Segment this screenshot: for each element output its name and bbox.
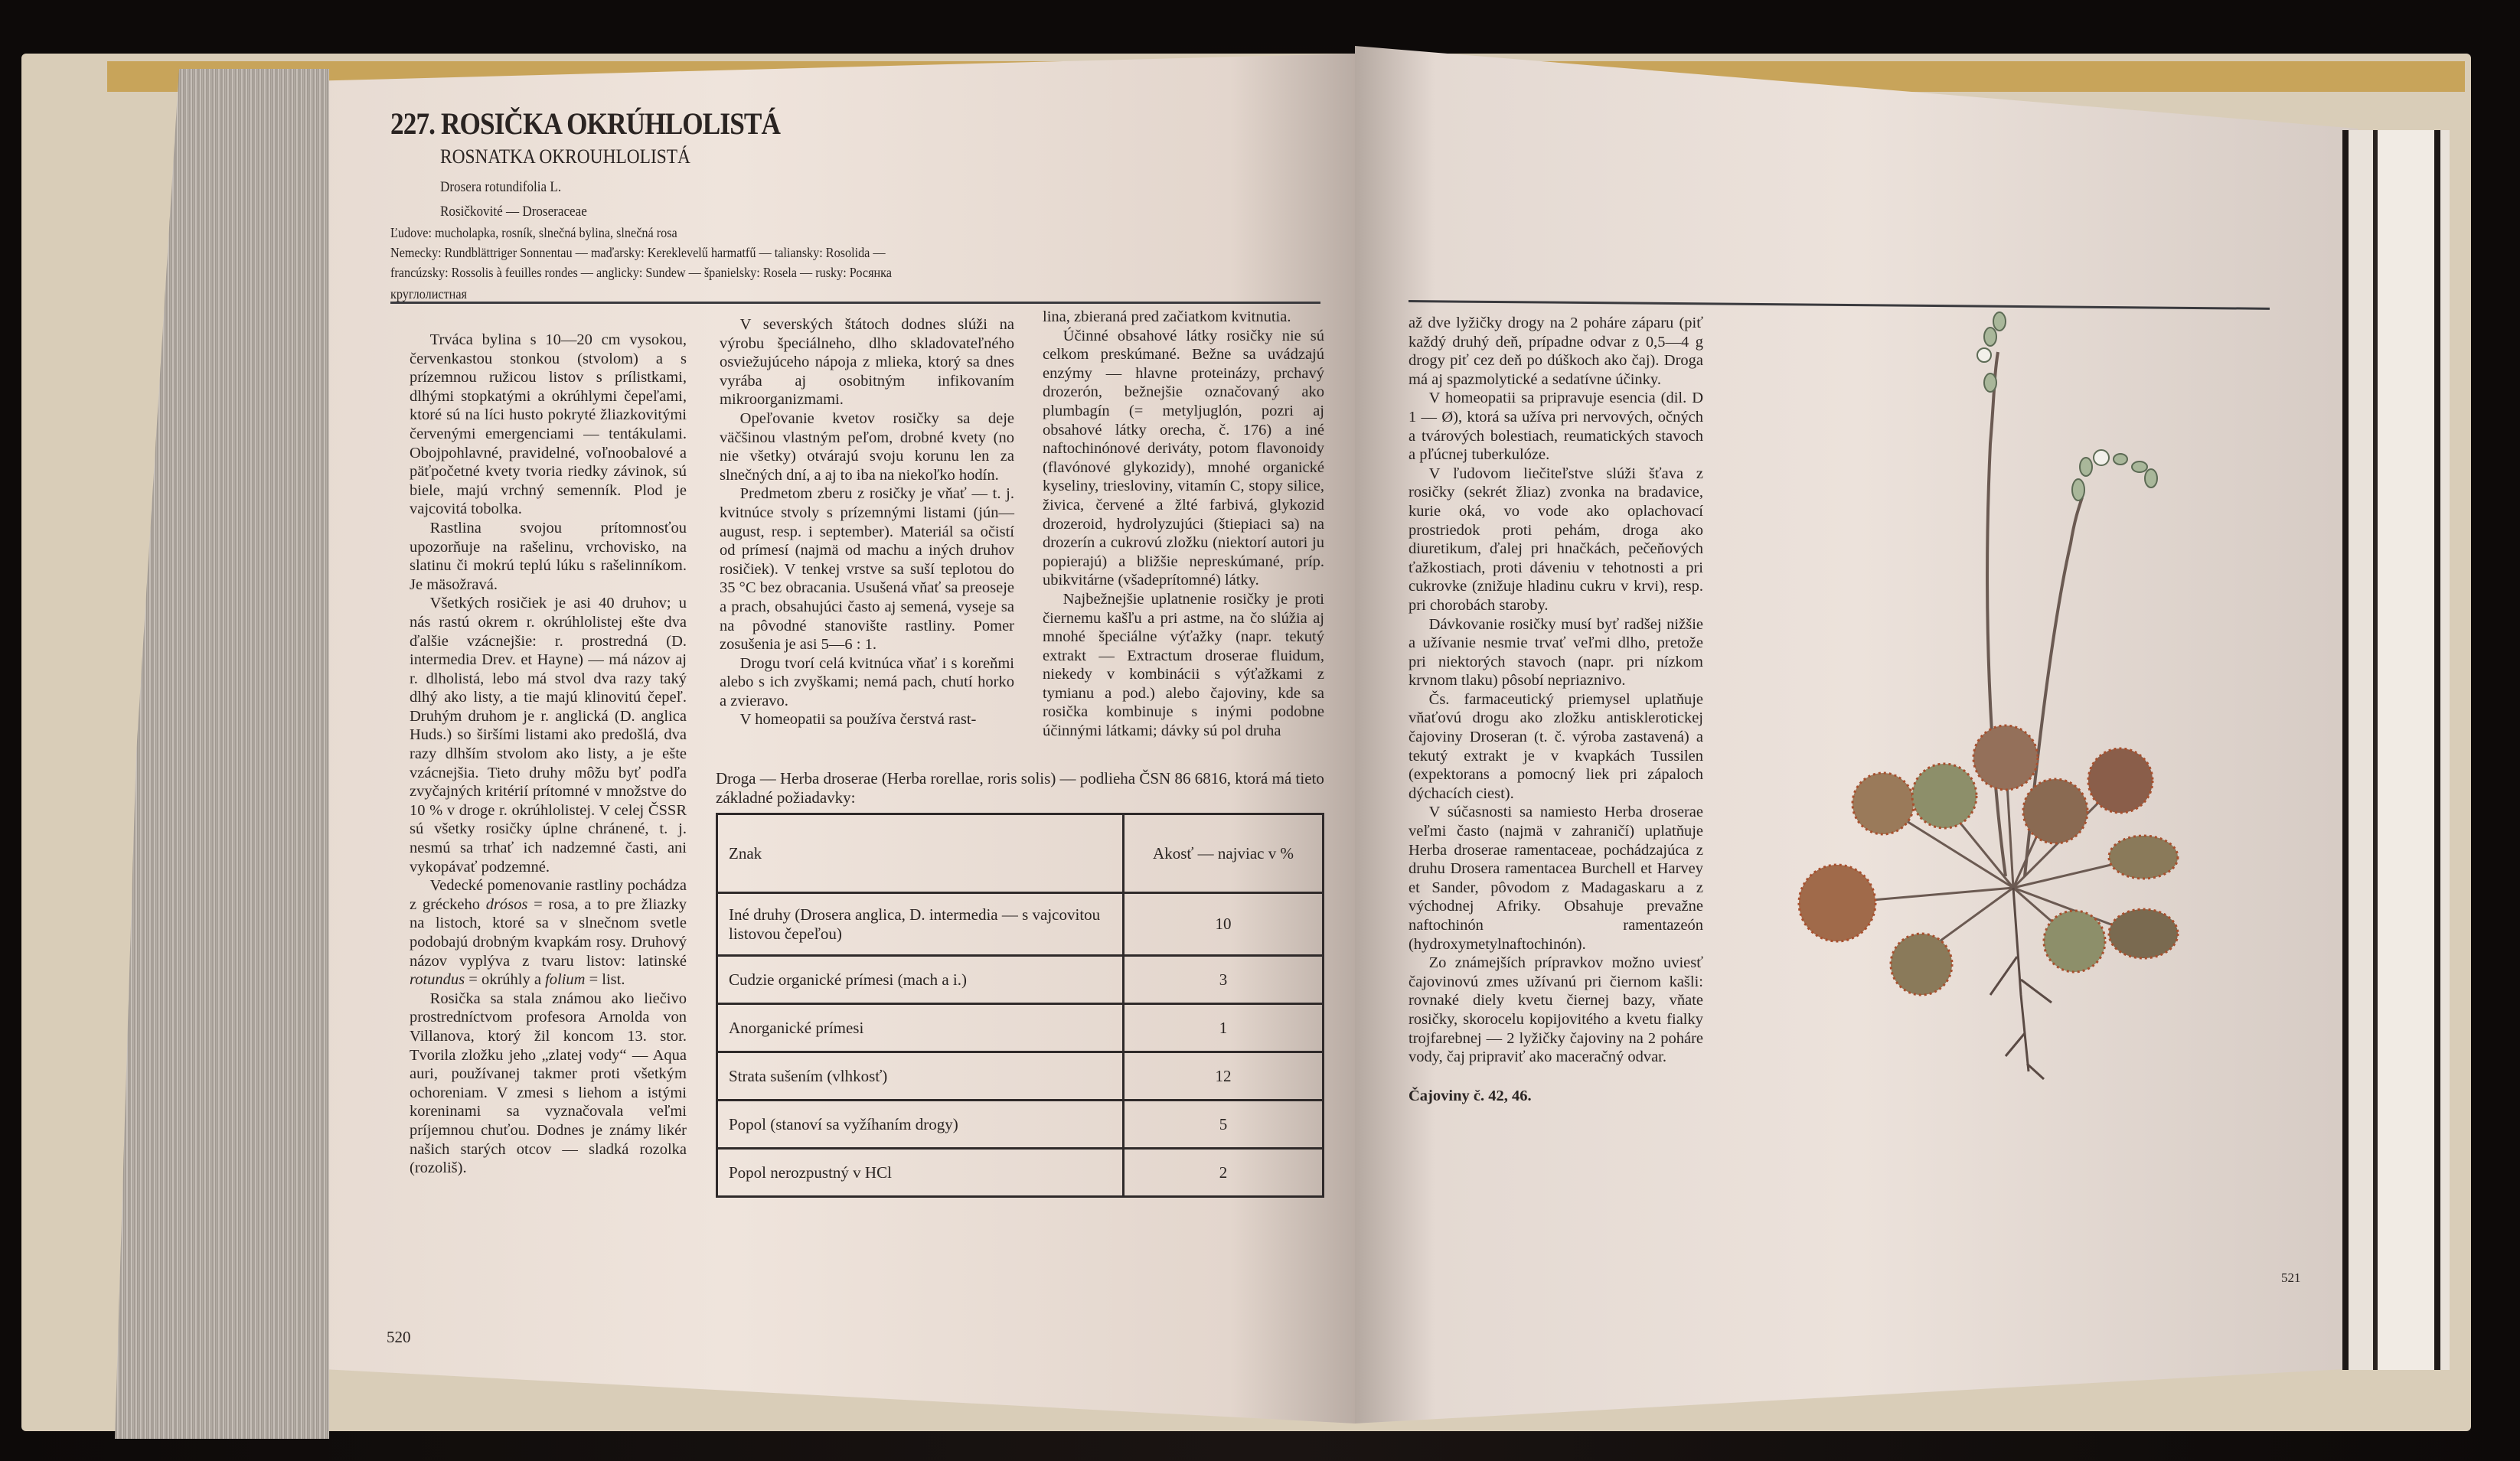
table-row — [717, 956, 1324, 1004]
tea-reference: Čajoviny č. 42, 46. — [1409, 1087, 1532, 1104]
value-cell: 5 — [1124, 1101, 1324, 1149]
value-cell: 2 — [1124, 1149, 1324, 1197]
table-row — [717, 1101, 1324, 1149]
flower-buds — [1977, 312, 2157, 501]
leaf — [1912, 764, 1977, 828]
right-text-column — [1409, 314, 1703, 1105]
znak-cell: Iné druhy (Drosera anglica, D. intermedia — s vajcovitou listovou čepeľou) — [717, 893, 1124, 956]
znak-cell: Strata sušením (vlhkosť) — [717, 1052, 1124, 1101]
value-cell: 10 — [1124, 893, 1324, 956]
text: = okrúhly a — [465, 971, 546, 989]
text-column-2 — [720, 315, 1014, 729]
flower-stalk — [1987, 352, 2006, 876]
leaf — [2023, 779, 2087, 843]
czech-name: ROSNATKA OKROUHLOLISTÁ — [440, 145, 690, 168]
paragraph: Čs. farmaceutický priemysel uplatňuje vňaťovú drogu ako zložku antisklerotickej čajoviny Droseran (t. č. výroba zastavená) a tekutý extrakt je v kvapkách Tussilen (expektorans a pomocný liek pri zápaloch dýchacích ciest). — [1409, 690, 1703, 802]
paragraph: V severských štátoch dodnes slúži na výrobu špeciálneho, dlho skladovateľného osviežujúceho nápoja z mlieka, ktorý sa dnes vyrába aj osobitným infikovaním mikroorganizmami. — [720, 316, 1014, 409]
leaf — [2109, 909, 2178, 958]
leaf — [2109, 836, 2178, 879]
value-cell: 1 — [1124, 1004, 1324, 1052]
paragraph: V ľudovom liečiteľstve slúži šťava z rosičky (sekrét žliaz) zvonka na bradavice, kurie oká, vo vode ako oplachovací prostriedok proti pehám, droga ako diuretikum, ďalej pri hnačkách, pečeňových ťažkostiach, proti dáveniu v tehotnosti a pri cukrovke (znižuje hladinu cukru v krvi), resp. pri chorobách staroby. — [1409, 465, 1703, 614]
foreign-names-line-1: Nemecky: Rundblättriger Sonnentau — maďarsky: Kereklevelű harmatfű — taliansky: Rosolida — — [390, 245, 886, 260]
paragraph: Najbežnejšie uplatnenie rosičky je proti čiernemu kašľu a pri astme, na čo slúžia aj mnohé špeciálne výťažky (napr. tekutý extrakt — Extractum droserae fluidum, niekedy v kombinácii s výťažkami z tymianu a pod.) alebo čajoviny, kde sa rosička kombinuje s inými podobne účinnými látkami; dávky sú pol druha — [1043, 590, 1324, 740]
znak-cell: Popol (stanoví sa vyžíhaním drogy) — [717, 1101, 1124, 1149]
paragraph: V homeopatii sa pripravuje esencia (dil. D 1 — Ø), ktorá sa užíva pri nervových, očných a tvárových bolestiach, reumatických stavoch a pľúcnej tuberkulóze. — [1409, 390, 1703, 464]
leaf — [1891, 934, 1952, 995]
znak-cell: Anorganické prímesi — [717, 1004, 1124, 1052]
znak-cell: Cudzie organické prímesi (mach a i.) — [717, 956, 1124, 1004]
italic-term: folium — [545, 971, 586, 989]
leaves — [1799, 726, 2178, 995]
foreign-names-line-3: круглолистная — [390, 286, 467, 302]
paragraph: Zo známejších prípravkov možno uviesť čajovinovú zmes užívanú pri čiernom kašli: rovnaké diely kvetu čiernej bazy, vňate rosičky, skorocelu kopijovitého a kvetu fialky trojfarebnej — 2 lyžičky čajoviny na 2 poháre vody, čaj pripraviť ako maceračný odvar. — [1409, 954, 1703, 1066]
table-row — [717, 1149, 1324, 1197]
page-number-left: 520 — [387, 1328, 411, 1346]
page-number-right: 521 — [2281, 1270, 2301, 1285]
paragraph: Všetkých rosičiek je asi 40 druhov; u nás rastú okrem r. okrúhlolistej ešte dva ďalšie vzácnejšie: r. prostredná (D. intermedia Drev. et Hayne) — má názov aj r. dlholistá, lebo má stvol dva razy taký dlhý ako listy, a tie majú klinovitú čepeľ. Druhým druhom je r. anglická (D. anglica Huds.) so širšími listami ako predošlá, dva razy dlhším stvolom ako listy, a je ešte vzácnejšia. Tieto druhy môžu byť podľa zvyčajných kritérií prítomné v množstve do 10 % v droge r. okrúhlolistej. V celej ČSSR sú všetky rosičky úplne chránené, t. j. nesmú sa trhať ich nadzemné časti, ani vykopávať podzemné. — [410, 595, 687, 876]
foreign-names-line-2: francúzsky: Rossolis à feuilles rondes — anglicky: Sundew — španielsky: Rosela — rusky: Росянка — [390, 265, 893, 280]
folk-names: Ľudove: mucholapka, rosník, slnečná bylina, slnečná rosa — [390, 225, 677, 240]
paragraph: Opeľovanie kvetov rosičky sa deje väčšinou vlastným peľom, drobné kvety (no nie všetky) otvárajú svoju korunu len za slnečných dní, a aj to iba na niekoľko hodín. — [720, 409, 1014, 484]
leaf — [2088, 748, 2153, 813]
paragraph: V súčasnosti sa namiesto Herba droserae veľmi často (najmä v zahraničí) uplatňuje Herba droserae ramentaceae, pochádzajúca z druhu Drosera ramentacea Burchell et Harvey et Sander, pôvodom z Madagaskaru a z východnej Afriky. Obsahuje prevažne naftochinón ramentazeón (hydroxymetylnaftochinón). — [1409, 804, 1703, 953]
leaf — [1852, 773, 1914, 834]
text-column-1 — [410, 331, 687, 1178]
leaf — [1799, 865, 1875, 941]
table-row — [717, 893, 1324, 956]
header-cell: Akosť — najviac v % — [1124, 814, 1324, 893]
header-rule — [390, 302, 1320, 304]
entry-title: 227. ROSIČKA OKRÚHLOLISTÁ — [390, 106, 781, 141]
paragraph: Predmetom zberu z rosičky je vňať — t. j. kvitnúce stvoly s prízemnými listami (jún—august, resp. i september). Materiál sa očistí od prímesí (najmä od machu a iných druhov rosičiek). V tenkej vrstve sa suší teplotou do 35 °C bez obracania. Usušená vňať sa preoseje a prach, obsahujúci často aj semená, vyseje sa na pôvodné stanovište rastliny. Pomer zosušenia je asi 5—6 : 1. — [720, 485, 1014, 654]
family-name: Rosičkovité — Droseraceae — [440, 204, 587, 220]
latin-name: Drosera rotundifolia L. — [440, 179, 562, 195]
text: Vedecké pomenovanie rastliny pochádza z gréckeho — [410, 877, 687, 913]
leaf — [2044, 911, 2105, 972]
italic-term: rotundus — [410, 971, 465, 989]
znak-cell: Popol nerozpustný v HCl — [717, 1149, 1124, 1197]
header-cell: Znak — [717, 814, 1124, 893]
table-row — [717, 1052, 1324, 1101]
leaf — [1973, 726, 2038, 790]
paragraph: Účinné obsahové látky rosičky nie sú celkom preskúmané. Bežne sa uvádzajú enzýmy — hlavne proteinázy, prchavý drozerón, bežnejšie označovaný ako plumbagín (= metyljuglón, pozri aj obsahové látky orecha, č. 176) a iné naftochinónové deriváty, potom flavonoidy (flavónové glykozidy), mnohé organické kyseliny, triesloviny, vitamín C, stopy silice, živica, červené a žlté farbivá, glykozid drozeroid, hydrolyzujúci (štiepiaci sa) na drozerín a cukrovú zložku (niektorí autori ju popierajú) a bližšie nepreskúmané, príp. ubikvitárne (všadeprítomné) látky. — [1043, 327, 1324, 589]
quality-requirements-table — [716, 813, 1324, 1198]
table-intro: Droga — Herba droserae (Herba rorellae, roris solis) — podlieha ČSN 86 6816, ktorá má tieto základné požiadavky: — [716, 769, 1324, 807]
value-cell: 3 — [1124, 956, 1324, 1004]
paragraph: Rastlina svojou prítomnosťou upozorňuje na rašelinu, vrchovisko, na slatinu či mokrú teplú lúku s rašelinníkom. Je mäsožravá. — [410, 519, 687, 593]
paragraph: až dve lyžičky drogy na 2 poháre záparu (piť každý druhý deň, prípadne odvar z 0,5—4 g drogy piť cez deň po dúškoch ako čaj). Droga má aj spazmolytické a sedatívne účinky. — [1409, 315, 1703, 388]
paragraph: lina, zbieraná pred začiatkom kvitnutia. — [1043, 308, 1291, 325]
table-header-row — [717, 814, 1324, 893]
paragraph: Trváca bylina s 10—20 cm vysokou, červenkastou stonkou (stvolom) a s prízemnou ružicou listov s prílistkami, dlhými stopkatými a okrúhlymi čepeľami, ktoré sú na líci husto pokryté žliazkovitými červenými emergenciami — tentákulami. Obojpohlavné, pravidelné, voľnoobalové a päťpočetné kvety tvoria riedky závinok, sú biele, majú vrchný semenník. Plod je vajcovitá tobolka. — [410, 331, 687, 518]
paragraph: Dávkovanie rosičky musí byť radšej nižšie a užívanie nesmie trvať veľmi dlho, pretože pri niektorých stavoch (napr. pri nízkom krvnom tlaku) pôsobí nepriaznivo. — [1409, 615, 1703, 690]
sundew-plant-illustration — [1761, 306, 2373, 1301]
text: = list. — [585, 971, 625, 989]
value-cell: 12 — [1124, 1052, 1324, 1101]
paragraph: V homeopatii sa používa čerstvá rast- — [739, 711, 977, 729]
roots — [1990, 888, 2052, 1079]
text-column-3 — [1043, 308, 1324, 741]
italic-term: drósos — [485, 895, 528, 913]
paragraph: Rosička sa stala známou ako liečivo prostredníctvom profesora Arnolda von Villanova, ktorý žil koncom 13. stor. Tvorila zložku jeho „zlatej vody“ — Aqua auri, používanej takmer proti všetkým ochoreniam. V zmesi s liehom a istými koreninami sa vyznačovala veľmi príjemnou chuťou. Dodnes je známy likér našich starých otcov — sladká rozolka (rozoliš). — [410, 990, 687, 1177]
table-row — [717, 1004, 1324, 1052]
paragraph: Drogu tvorí celá kvitnúca vňať i s koreňmi alebo s ich zvyškami; nemá pach, chutí horko a zvieravo. — [720, 654, 1014, 709]
text: = rosa, a to pre žliazky na listoch, ktoré sa v slnečnom svetle podobajú drobným kvapkám rosy. Druhový názov vyplýva z tvaru listov: latinské — [410, 895, 687, 970]
paragraph — [410, 876, 687, 990]
